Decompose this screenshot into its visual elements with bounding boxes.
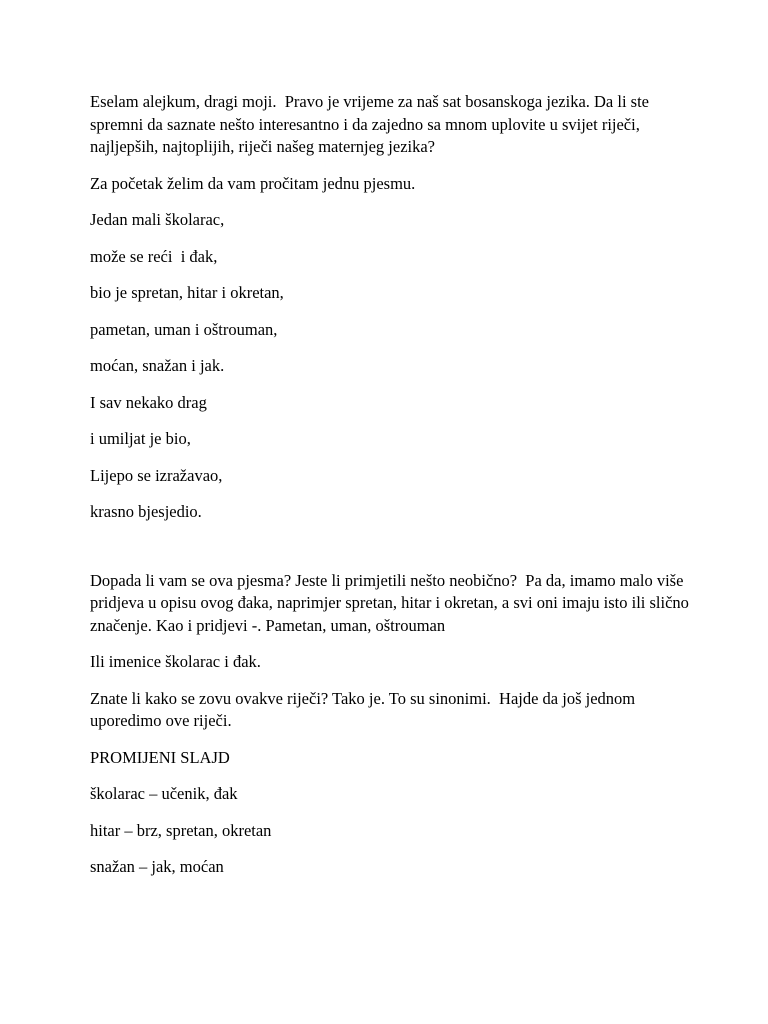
poem-line: krasno bjesjedio. [90,502,202,521]
poem-line: može se reći i đak, [90,246,218,266]
document-body [90,91,694,893]
poem-line: Jedan mali školarac, [90,210,225,229]
poem-line: I sav nekako drag [90,392,207,412]
poem-line: Lijepo se izražavao, [90,465,223,485]
poem-line: bio je spretan, hitar i okretan, [90,283,284,302]
poem-line: pametan, uman i oštrouman, [90,319,278,339]
intro-paragraph: Eselam alejkum, dragi moji. Pravo je vrijeme za naš sat bosanskoga jezika. Da li ste spremni da saznate nešto interesantno i da zajedno sa mnom uplovite u svijet riječi, najljepših, najtoplijih, riječi našeg maternjeg jezika? [90,92,654,156]
nouns-paragraph: Ili imenice školarac i đak. [90,652,261,671]
poem-line: i umiljat je bio, [90,429,191,448]
synonyms-paragraph: Znate li kako se zovu ovakve riječi? Tako je. To su sinonimi. Hajde da još jednom uporedimo ove riječi. [90,688,640,730]
poem-intro: Za početak želim da vam pročitam jednu pjesmu. [90,173,416,193]
synonym-pair: snažan – jak, moćan [90,857,224,876]
synonym-pair: hitar – brz, spretan, okretan [90,820,272,840]
synonym-pair: školarac – učenik, đak [90,784,238,803]
poem-line: moćan, snažan i jak. [90,356,225,375]
slide-note: PROMIJENI SLAJD [90,747,230,767]
discussion-paragraph: Dopada li vam se ova pjesma? Jeste li primjetili nešto neobično? Pa da, imamo malo više pridjeva u opisu ovog đaka, naprimjer spretan, hitar i okretan, a svi oni imaju isto ili slično značenje. Kao i pridjevi -. Pametan, uman, oštrouman [90,570,694,635]
